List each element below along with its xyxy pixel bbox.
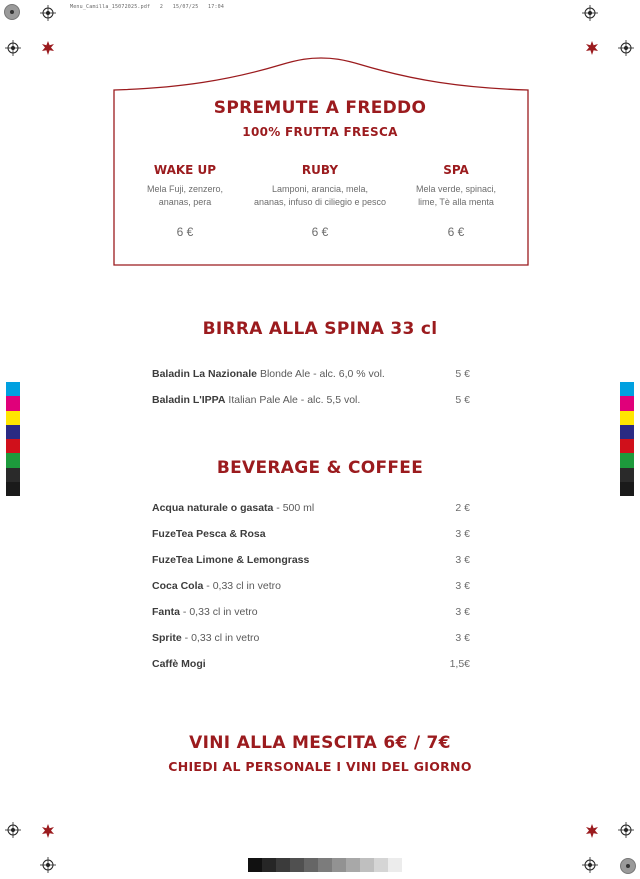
- spremute-subtitle: 100% FRUTTA FRESCA: [242, 125, 398, 139]
- item-price: 5 €: [455, 394, 470, 406]
- trim-star-icon: [41, 824, 55, 838]
- juice-description: Mela verde, spinaci, lime, Tè alla menta: [415, 184, 497, 207]
- item-description: - 0,33 cl in vetro: [181, 632, 260, 644]
- color-swatch: [620, 411, 634, 425]
- registration-mark-icon: [618, 822, 634, 838]
- corner-dot-icon: [620, 858, 636, 874]
- color-swatch: [620, 468, 634, 482]
- color-swatch: [620, 396, 634, 410]
- color-swatch: [620, 482, 634, 496]
- juice-price: 6 €: [311, 225, 329, 239]
- registration-mark-icon: [40, 5, 56, 21]
- juice-name: RUBY: [301, 163, 339, 177]
- color-swatch: [620, 453, 634, 467]
- menu-row-beverage: [152, 658, 470, 674]
- color-swatch: [620, 439, 634, 453]
- item-description: - 0,33 cl in vetro: [203, 580, 281, 592]
- item-price: 3 €: [455, 580, 470, 592]
- juice-description: Mela Fuji, zenzero, ananas, pera: [146, 184, 224, 207]
- item-price: 5 €: [455, 368, 470, 380]
- color-swatch: [620, 382, 634, 396]
- vini-title: VINI ALLA MESCITA 6€ / 7€: [189, 733, 451, 753]
- menu-row-beer: [152, 394, 470, 410]
- item-price: 3 €: [455, 554, 470, 566]
- trim-star-icon: [585, 824, 599, 838]
- gray-swatch: [290, 858, 304, 872]
- color-swatch: [6, 482, 20, 496]
- color-swatch: [6, 453, 20, 467]
- registration-mark-icon: [582, 857, 598, 873]
- gray-swatch: [332, 858, 346, 872]
- spremute-title: SPREMUTE A FREDDO: [213, 98, 427, 118]
- corner-dot-icon: [4, 4, 20, 20]
- registration-mark-icon: [5, 822, 21, 838]
- item-description: - 0,33 cl in vetro: [180, 606, 258, 618]
- item-name: Coca Cola: [152, 580, 204, 592]
- item-description: Italian Pale Ale - alc. 5,5 vol.: [225, 394, 361, 406]
- menu-row-beverage: [152, 632, 470, 648]
- color-swatch: [6, 439, 20, 453]
- item-description: - 500 ml: [273, 502, 315, 514]
- juice-name: SPA: [443, 163, 469, 177]
- gray-swatch: [248, 858, 262, 872]
- item-price: 3 €: [455, 606, 470, 618]
- juice-description: Lamponi, arancia, mela, ananas, infuso di ciliegio e pesco: [253, 184, 387, 207]
- item-name: FuzeTea Pesca & Rosa: [152, 528, 266, 540]
- trim-star-icon: [585, 41, 599, 55]
- color-swatch: [6, 382, 20, 396]
- gray-swatch: [360, 858, 374, 872]
- color-swatch: [6, 468, 20, 482]
- menu-row-beverage: [152, 502, 470, 518]
- juice-name: WAKE UP: [153, 163, 217, 177]
- item-price: 1,5€: [449, 658, 470, 670]
- color-swatch: [6, 396, 20, 410]
- registration-mark-icon: [5, 40, 21, 56]
- juice-price: 6 €: [176, 225, 194, 239]
- trim-star-icon: [41, 41, 55, 55]
- item-name: FuzeTea Limone & Lemongrass: [152, 554, 310, 566]
- registration-mark-icon: [582, 5, 598, 21]
- menu-row-beverage: [152, 606, 470, 622]
- gray-swatch: [374, 858, 388, 872]
- juice-item-ruby: [245, 163, 395, 239]
- gray-swatch: [318, 858, 332, 872]
- item-name: Fanta: [152, 606, 181, 618]
- color-swatch: [6, 411, 20, 425]
- juice-item-wake-up: [110, 163, 260, 239]
- item-name: Caffè Mogi: [152, 658, 206, 670]
- color-swatch: [620, 425, 634, 439]
- birra-title: BIRRA ALLA SPINA 33 cl: [202, 319, 438, 339]
- gray-swatch: [262, 858, 276, 872]
- menu-row-beverage: [152, 554, 470, 570]
- gray-swatch: [304, 858, 318, 872]
- juice-item-spa: [381, 163, 531, 239]
- item-price: 3 €: [455, 632, 470, 644]
- juice-price: 6 €: [447, 225, 465, 239]
- item-description: Blonde Ale - alc. 6,0 % vol.: [257, 368, 385, 380]
- item-price: 3 €: [455, 528, 470, 540]
- gray-swatch: [276, 858, 290, 872]
- menu-row-beer: [152, 368, 470, 384]
- item-name: Baladin L'IPPA: [152, 394, 226, 406]
- print-slug-line: Menu_Camilla_15072025.pdf 2 15/07/25 17:04: [70, 4, 225, 10]
- gray-swatch: [346, 858, 360, 872]
- grayscale-calibration-bar: [248, 858, 402, 872]
- color-calibration-bar-left: [6, 382, 20, 496]
- registration-mark-icon: [618, 40, 634, 56]
- color-calibration-bar-right: [620, 382, 634, 496]
- item-name: Baladin La Nazionale: [152, 368, 258, 380]
- menu-row-beverage: [152, 580, 470, 596]
- item-price: 2 €: [455, 502, 470, 514]
- item-name: Acqua naturale o gasata: [152, 502, 274, 514]
- item-name: Sprite: [152, 632, 182, 644]
- registration-mark-icon: [40, 857, 56, 873]
- beverage-title: BEVERAGE & COFFEE: [216, 458, 424, 478]
- color-swatch: [6, 425, 20, 439]
- menu-row-beverage: [152, 528, 470, 544]
- gray-swatch: [388, 858, 402, 872]
- vini-subtitle: CHIEDI AL PERSONALE I VINI DEL GIORNO: [168, 759, 472, 774]
